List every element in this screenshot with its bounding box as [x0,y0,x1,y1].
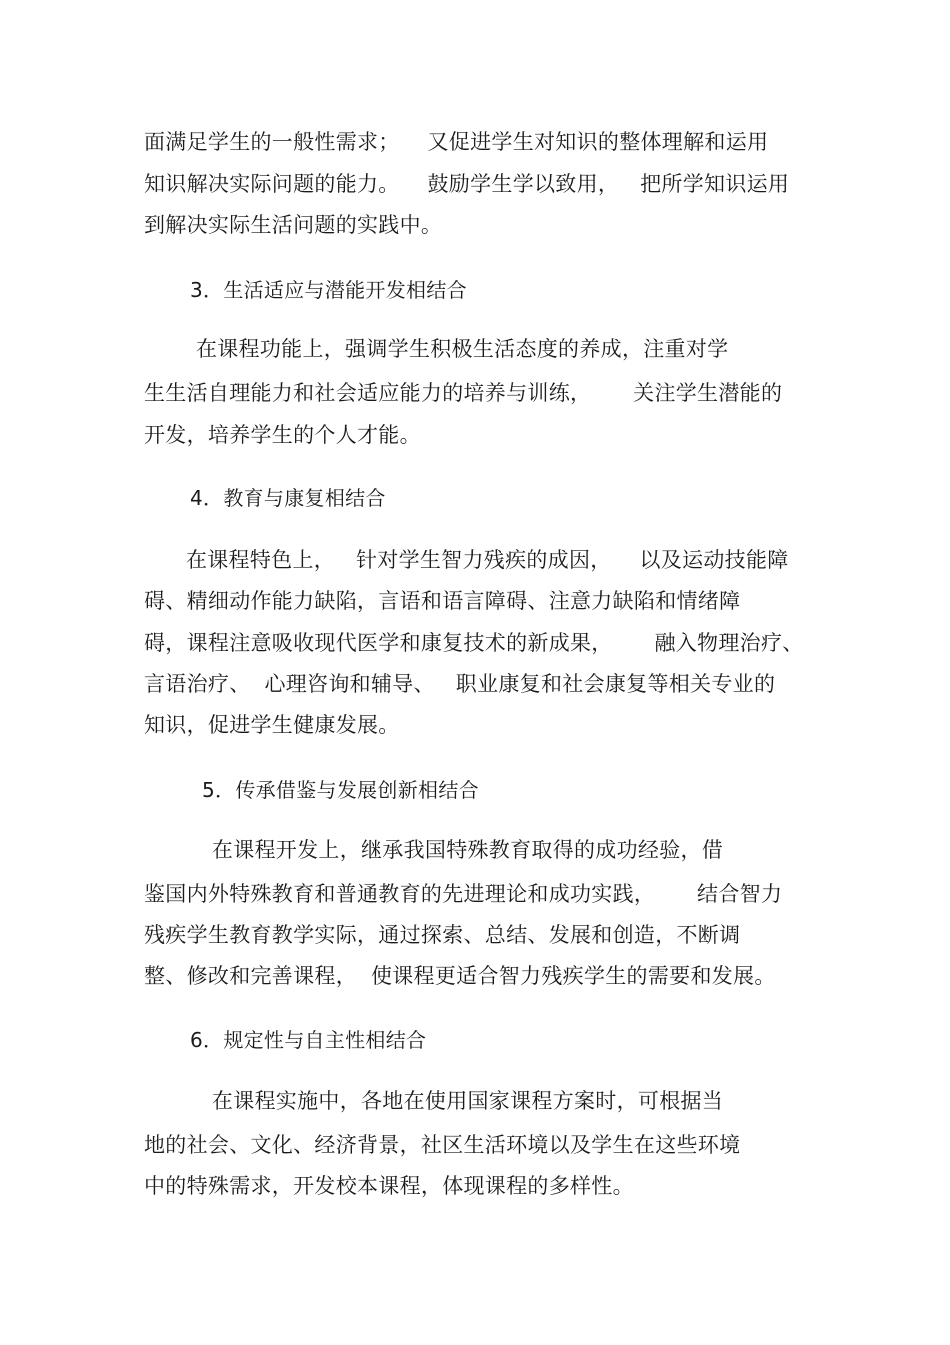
paragraph-line: 在课程开发上，继承我国特殊教育取得的成功经验，借 [184,838,724,862]
section-heading-5: 5．传承借鉴与发展创新相结合 [202,778,479,802]
section-heading-3: 3．生活适应与潜能开发相结合 [190,278,467,302]
paragraph-line: 中的特殊需求，开发校本课程，体现课程的多样性。 [144,1174,634,1198]
paragraph-line: 碍，课程注意吸收现代医学和康复技术的新成果， 融入物理治疗、 [144,631,804,655]
paragraph-line: 面满足学生的一般性需求； 又促进学生对知识的整体理解和运用 [144,130,769,154]
section-heading-4: 4．教育与康复相结合 [190,486,386,510]
paragraph-line: 在课程功能上，强调学生积极生活态度的养成，注重对学 [182,337,729,361]
paragraph-line: 在课程特色上， 针对学生智力残疾的成因， 以及运动技能障 [172,548,789,572]
paragraph-line: 碍、精细动作能力缺陷，言语和语言障碍、注意力缺陷和情绪障 [144,589,741,613]
paragraph-line: 在课程实施中，各地在使用国家课程方案时，可根据当 [184,1089,724,1113]
paragraph-line: 整、修改和完善课程， 使课程更适合智力残疾学生的需要和发展。 [144,964,776,988]
paragraph-line: 残疾学生教育教学实际，通过探索、总结、发展和创造，不断调 [144,923,741,947]
paragraph-line: 知识，促进学生健康发展。 [144,713,400,737]
paragraph-line: 开发，培养学生的个人才能。 [144,423,421,447]
paragraph-line: 言语治疗、 心理咨询和辅导、 职业康复和社会康复等相关专业的 [144,672,776,696]
paragraph-line: 知识解决实际问题的能力。 鼓励学生学以致用， 把所学知识运用 [144,172,790,196]
paragraph-line: 地的社会、文化、经济背景，社区生活环境以及学生在这些环境 [144,1133,741,1157]
section-heading-6: 6．规定性与自主性相结合 [190,1028,427,1052]
paragraph-line: 鉴国内外特殊教育和普通教育的先进理论和成功实践， 结合智力 [144,882,783,906]
paragraph-line: 到解决实际生活问题的实践中。 [144,213,443,237]
paragraph-line: 生生活自理能力和社会适应能力的培养与训练， 关注学生潜能的 [144,381,783,405]
